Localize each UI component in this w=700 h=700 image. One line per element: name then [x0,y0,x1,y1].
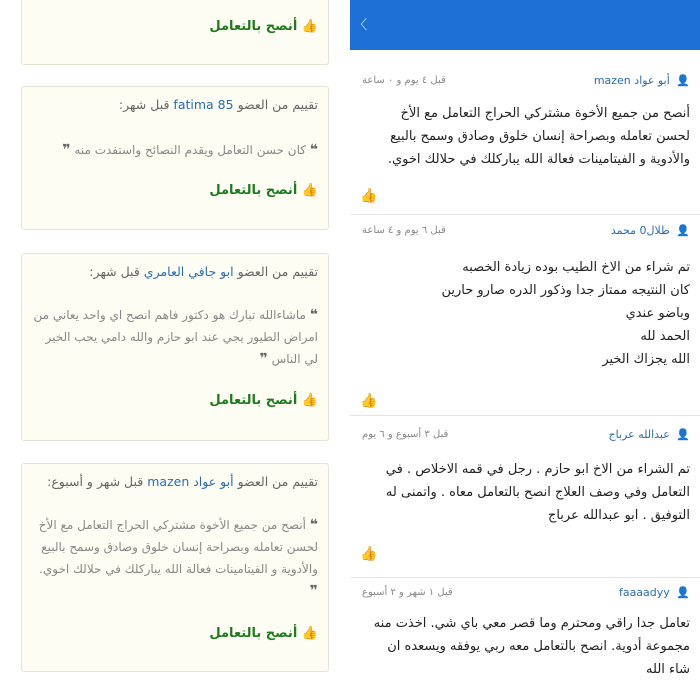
review-quote: ❝ ماشاءالله تبارك هو دكتور فاهم انصح اي واحد يعاني من امراض الطيور يجي عند ابو حازم والله دامي يحب الخير لي الناس ❞ [33,307,318,367]
review-item [350,66,700,215]
left-panel [0,0,345,700]
reviewer-name[interactable]: 👤 عبدالله عرباج [608,428,690,441]
review-item [350,216,700,416]
recommend-label: 👍 أنصح بالتعامل [209,183,318,198]
user-icon: 👤 [676,74,690,87]
reviewer-name[interactable]: 👤 طلال0 محمد [610,224,690,237]
review-text: تم الشراء من الاخ ابو حازم . رجل في قمه الاخلاص . في التعامل وفي وصف العلاج انصح بالتعامل معاه . واتمنى له التوفيق . ابو عبدالله عرباج [385,462,690,523]
review-item [350,578,700,700]
member-link[interactable]: أبو عواد mazen [147,474,234,489]
rating-card [21,0,329,65]
review-item [350,420,700,578]
review-text: أنصح من جميع الأخوة مشتركي الحراج التعامل مع الأخ لحسن تعامله وبصراحة إنسان خلوق وصادق وسمح بالبيع والأدوية و الفيتامينات فعالة الله يباركلك في حلالك اخوي. [387,106,690,167]
thumbs-up-icon: 👍 [301,183,318,198]
recommend-label: 👍 أنصح بالتعامل [209,19,318,34]
rating-card [21,253,329,441]
card-header: تقييم من العضو أبو عواد mazen قبل شهر و أسبوع: [47,474,318,489]
member-link[interactable]: fatima 85 [173,97,234,112]
recommend-label: 👍 أنصح بالتعامل [209,393,318,408]
review-time: قبل ١ شهر و ٢ أسبوع [362,587,453,598]
quote-icon: ❝ [309,517,318,533]
thumbs-up-icon: 👍 [301,19,318,34]
reviewer-name[interactable]: 👤 faaaadyy [618,586,690,599]
quote-icon: ❞ [259,351,268,367]
user-icon: 👤 [676,428,690,441]
review-quote: ❝ كان حسن التعامل ويقدم النصائح واستفدت منه ❞ [62,142,318,158]
quote-icon: ❞ [309,583,318,599]
user-icon: 👤 [676,224,690,237]
thumbs-up-icon[interactable]: 👍 [360,546,378,562]
quote-icon: ❝ [309,142,318,158]
review-header [358,586,690,602]
card-header: تقييم من العضو fatima 85 قبل شهر: [118,97,318,112]
review-time: قبل ٦ يوم و ٤ ساعة [362,225,446,236]
quote-icon: ❞ [62,142,71,158]
review-text: تم شراء من الاخ الطيب بوده زيادة الخصبه كان النتيجه ممتاز جدا وذكور الدره صارو حارين وباضو عندي الحمد لله الله يجزاك الخير [441,260,690,367]
thumbs-up-icon: 👍 [301,393,318,408]
review-header [358,224,690,240]
top-bar [350,0,700,50]
thumbs-up-icon: 👍 [301,626,318,641]
right-panel [350,0,700,700]
review-time: قبل ٣ أسبوع و ٦ يوم [362,429,449,440]
rating-card [21,86,329,230]
thumbs-up-icon[interactable]: 👍 [360,393,378,409]
rating-card [21,463,329,672]
reviewer-name[interactable]: 👤 أبو عواد mazen [593,74,690,87]
review-header [358,74,690,90]
user-icon: 👤 [676,586,690,599]
thumbs-up-icon[interactable]: 👍 [360,188,378,204]
review-quote: ❝ أنصح من جميع الأخوة مشتركي الحراج التعامل مع الأخ لحسن تعامله وبصراحة إنسان خلوق وصادق وسمح بالبيع والأدوية و الفيتامينات فعالة الله يباركلك في حلالك اخوي. ❞ [38,517,318,599]
member-link[interactable]: ابو جافي العامري [143,264,234,279]
review-time: قبل ٤ يوم و ٠ ساعة [362,75,446,86]
review-header [358,428,690,444]
review-text: تعامل جدا راقي ومحترم وما قصر معي باي شي. اخذت منه مجموعة أدوية. انصح بالتعامل معه ربي يوفقه ويسعده ان شاء الله [373,616,690,677]
recommend-label: 👍 أنصح بالتعامل [209,626,318,641]
back-chevron-icon[interactable]: 〈 [354,18,368,33]
quote-icon: ❝ [309,307,318,323]
card-header: تقييم من العضو ابو جافي العامري قبل شهر: [89,264,318,279]
